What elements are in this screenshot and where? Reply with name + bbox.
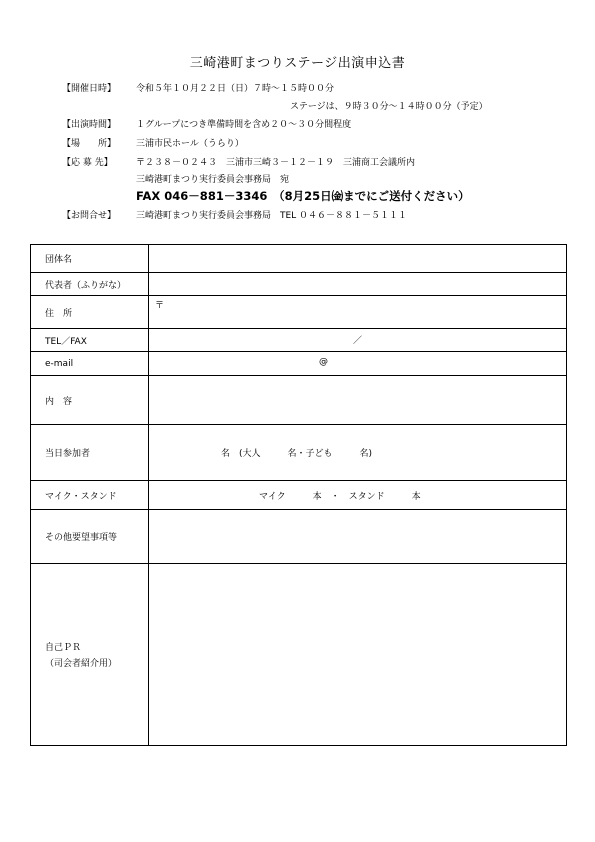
apply-fax: FAX 046－881－3346 （8月25日㈮までにご送付ください） — [136, 189, 470, 203]
self-pr-note: （司会者紹介用） — [45, 659, 118, 669]
telfax-label: TEL／FAX — [31, 329, 149, 352]
mic-stand-format: マイク 本 ・ スタンド 本 — [259, 492, 421, 502]
mic-stand-label: マイク・スタンド — [31, 481, 149, 510]
venue-label: 【場 所】 — [62, 139, 117, 149]
row-group-name — [31, 245, 567, 273]
group-name-label: 団体名 — [31, 245, 149, 273]
time-label: 【出演時間】 — [62, 120, 117, 130]
row-representative — [31, 273, 567, 296]
other-requests-label: その他要望事項等 — [31, 510, 149, 564]
email-at-sign: @ — [319, 357, 328, 367]
row-content — [31, 376, 567, 425]
participants-format: 名 (大人 名・子ども 名) — [221, 449, 373, 459]
venue-value: 三浦市民ホール（うらり） — [136, 139, 244, 149]
postal-mark: 〒 — [155, 301, 165, 311]
contact-label: 【お問合せ】 — [62, 211, 117, 221]
date-value: 令和５年１０月２２日（日）７時～１５時００分 — [136, 84, 335, 94]
telfax-field[interactable] — [149, 329, 567, 352]
email-field[interactable] — [149, 352, 567, 376]
representative-label: 代表者（ふりがな） — [31, 273, 149, 296]
application-form — [30, 244, 567, 746]
apply-address: 〒２３８－０２４３ 三浦市三崎３－１２－１９ 三浦商工会議所内 — [136, 158, 416, 168]
self-pr-field[interactable] — [149, 564, 567, 746]
row-self-pr — [31, 564, 567, 746]
email-label: e-mail — [31, 352, 149, 376]
participants-label: 当日参加者 — [31, 425, 149, 481]
group-name-field[interactable] — [149, 245, 567, 273]
row-telfax — [31, 329, 567, 352]
self-pr-label-cell — [31, 564, 149, 746]
address-field[interactable] — [149, 296, 567, 329]
row-other-requests — [31, 510, 567, 564]
row-email — [31, 352, 567, 376]
date-note: ステージは、９時３０分～１４時００分（予定） — [290, 102, 488, 112]
time-value: １グループにつき準備時間を含め２０～３０分間程度 — [136, 120, 352, 130]
contact-value: 三崎港町まつり実行委員会事務局 TEL ０４６－８８１－５１１１ — [136, 211, 408, 221]
apply-label: 【応 募 先】 — [62, 158, 113, 168]
self-pr-label: 自己ＰＲ — [45, 643, 82, 653]
row-mic-stand — [31, 481, 567, 510]
content-field[interactable] — [149, 376, 567, 425]
telfax-separator: ／ — [353, 336, 363, 346]
mic-stand-field[interactable] — [149, 481, 567, 510]
page-title: 三崎港町まつりステージ出演申込書 — [189, 56, 406, 71]
date-label: 【開催日時】 — [62, 84, 117, 94]
participants-field[interactable] — [149, 425, 567, 481]
content-label: 内 容 — [31, 376, 149, 425]
row-address — [31, 296, 567, 329]
other-requests-field[interactable] — [149, 510, 567, 564]
apply-office: 三崎港町まつり実行委員会事務局 宛 — [136, 175, 290, 185]
representative-field[interactable] — [149, 273, 567, 296]
row-participants — [31, 425, 567, 481]
address-label: 住 所 — [31, 296, 149, 329]
